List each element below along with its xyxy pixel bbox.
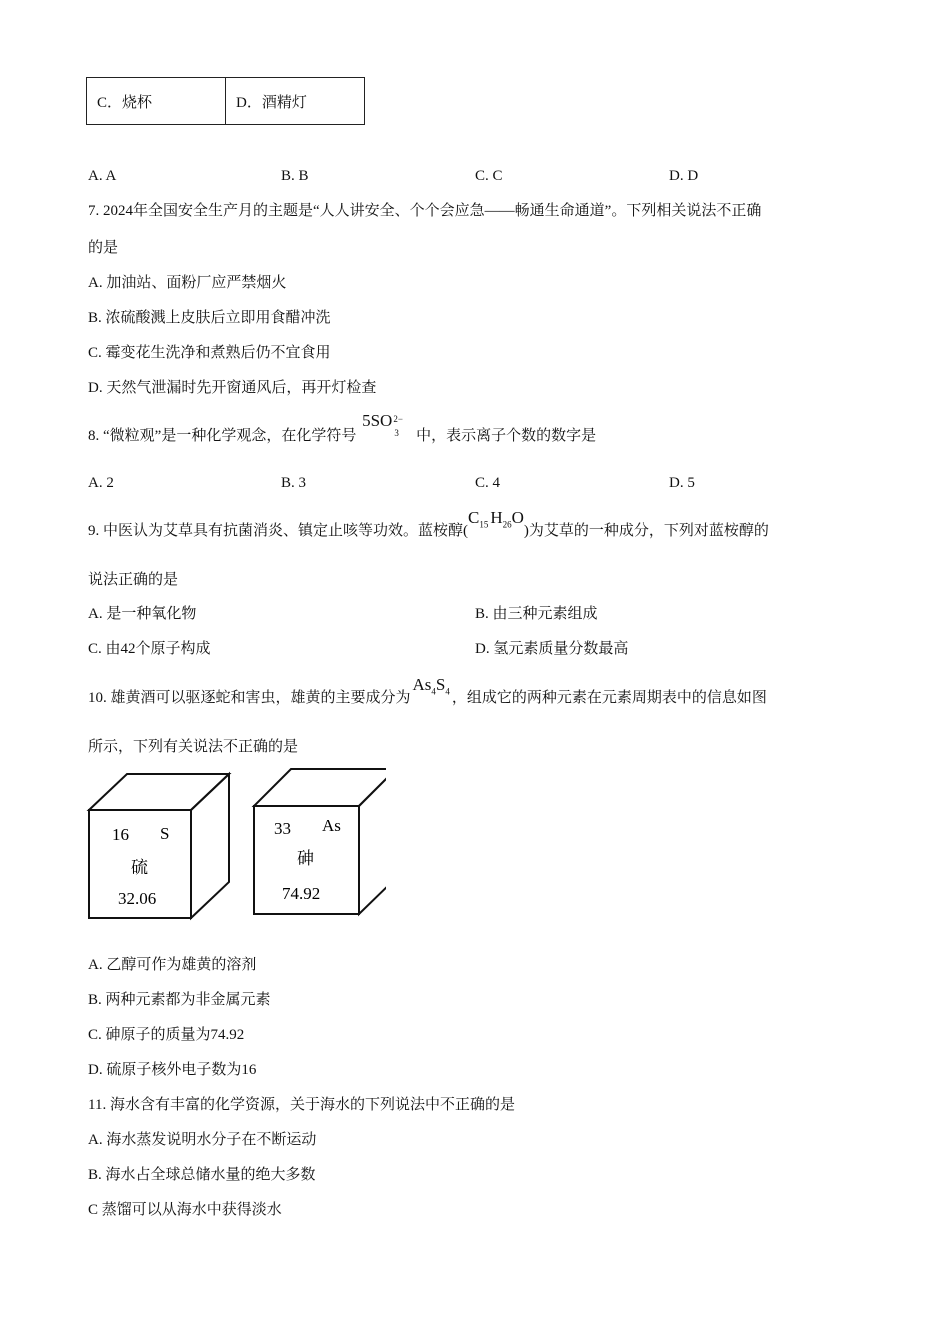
arsenic-atomic-mass: 74.92 <box>282 884 321 903</box>
element-cell-sulfur <box>89 774 229 918</box>
q6-option-a[interactable]: A. A <box>88 168 117 184</box>
q10-option-d[interactable]: D. 硫原子核外电子数为16 <box>88 1062 257 1078</box>
sulfur-symbol: S <box>160 824 170 843</box>
q7-option-c[interactable]: C. 霉变花生洗净和煮熟后仍不宜食用 <box>88 345 331 361</box>
q11-option-b[interactable]: B. 海水占全球总储水量的绝大多数 <box>88 1167 316 1183</box>
q11-stem: 11. 海水含有丰富的化学资源，关于海水的下列说法中不正确的是 <box>88 1097 515 1113</box>
q7-stem-line2: 的是 <box>88 240 119 256</box>
q8-option-c[interactable]: C. 4 <box>475 475 501 491</box>
q8-option-b[interactable]: B. 3 <box>281 475 307 491</box>
q9-option-c[interactable]: C. 由42个原子构成 <box>88 641 211 657</box>
realgar-formula: $As_4S_4$ <box>412 675 450 697</box>
q6-options-table <box>86 77 365 125</box>
element-cells-figure <box>86 766 386 926</box>
sulfur-name: 硫 <box>131 858 148 877</box>
q8-stem-before: 8. “微粒观”是一种化学观念，在化学符号 <box>88 428 357 444</box>
sulfur-atomic-mass: 32.06 <box>118 889 157 908</box>
q8-option-d[interactable]: D. 5 <box>669 475 695 491</box>
q10-option-c[interactable]: C. 砷原子的质量为74.92 <box>88 1027 245 1043</box>
q6-option-b[interactable]: B. B <box>281 168 309 184</box>
table-cell-d: D．酒精灯 <box>226 78 365 125</box>
q6-option-d[interactable]: D. D <box>669 168 699 184</box>
q9-stem-line1: 9. 中医认为艾草具有抗菌消炎、镇定止咳等功效。蓝桉醇($C_{15}$ $H_{26}O$)为艾草的一种成分，下列对蓝桉醇的 <box>88 508 769 539</box>
eucalyptol-formula: $C_{15}$ $H_{26}O$ <box>468 508 524 530</box>
sulfite-ion-formula: 5SO 2− 3 <box>362 411 403 438</box>
q8-stem <box>88 411 597 446</box>
q8-option-a[interactable]: A. 2 <box>88 475 114 491</box>
q9-option-d[interactable]: D. 氢元素质量分数最高 <box>475 641 629 657</box>
q7-option-a[interactable]: A. 加油站、面粉厂应严禁烟火 <box>88 275 287 291</box>
q11-option-a[interactable]: A. 海水蒸发说明水分子在不断运动 <box>88 1132 317 1148</box>
sulfur-atomic-number: 16 <box>112 825 129 844</box>
q9-option-a[interactable]: A. 是一种氧化物 <box>88 606 197 622</box>
q9-option-b[interactable]: B. 由三种元素组成 <box>475 606 598 622</box>
arsenic-name: 砷 <box>297 849 314 868</box>
table-cell-c: C．烧杯 <box>87 78 226 125</box>
q8-stem-after: 中，表示离子个数的数字是 <box>416 428 597 444</box>
q7-stem-line1: 7. 2024年全国安全生产月的主题是“人人讲安全、个个会应急——畅通生命通道”。下列相关说法不正确 <box>88 203 762 219</box>
q10-stem-line2: 所示，下列有关说法不正确的是 <box>88 739 299 755</box>
q10-option-a[interactable]: A. 乙醇可作为雄黄的溶剂 <box>88 957 257 973</box>
arsenic-atomic-number: 33 <box>274 819 291 838</box>
q10-stem-line1: 10. 雄黄酒可以驱逐蛇和害虫，雄黄的主要成分为$As_4S_4$ ，组成它的两种元素在元素周期表中的信息如图 <box>88 675 767 706</box>
q6-option-c[interactable]: C. C <box>475 168 503 184</box>
q11-option-c[interactable]: C 蒸馏可以从海水中获得淡水 <box>88 1202 282 1218</box>
q10-option-b[interactable]: B. 两种元素都为非金属元素 <box>88 992 271 1008</box>
arsenic-symbol: As <box>322 816 341 835</box>
q7-option-b[interactable]: B. 浓硫酸溅上皮肤后立即用食醋冲洗 <box>88 310 331 326</box>
q9-stem-line2: 说法正确的是 <box>88 572 179 588</box>
q7-option-d[interactable]: D. 天然气泄漏时先开窗通风后，再开灯检查 <box>88 380 377 396</box>
